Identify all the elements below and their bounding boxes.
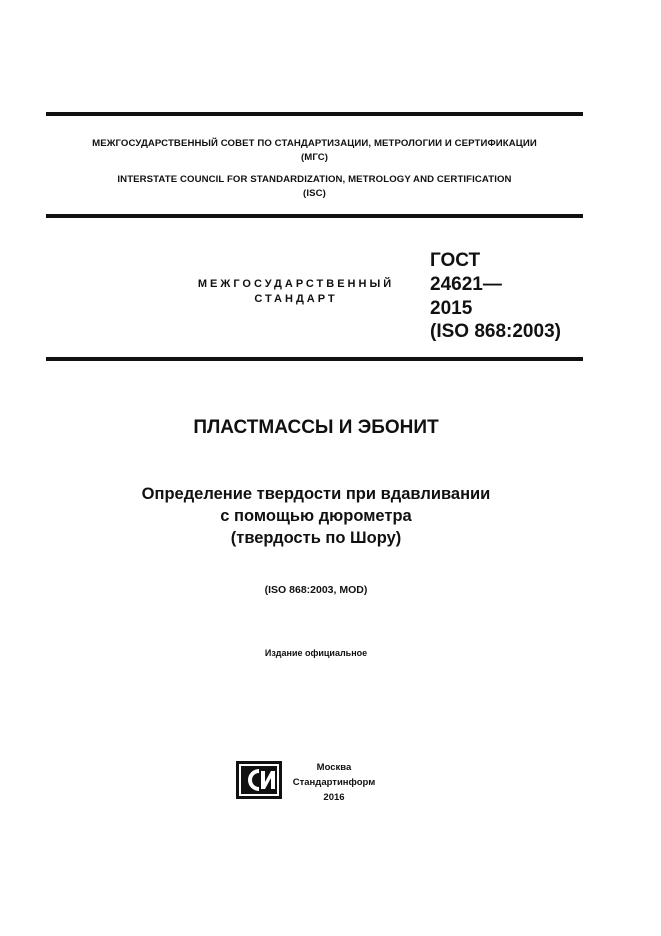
gost-year: 2015 <box>430 298 473 319</box>
middle-rule <box>46 214 583 218</box>
subtitle-line3: (твердость по Шору) <box>230 529 402 547</box>
iso-reference: (ISO 868:2003, MOD) <box>264 584 368 596</box>
council-ru-line1: МЕЖГОСУДАРСТВЕННЫЙ СОВЕТ ПО СТАНДАРТИЗАЦИИ, МЕТРОЛОГИИ И СЕРТИФИКАЦИИ <box>92 138 537 149</box>
edition-note: Издание официальное <box>264 648 368 658</box>
standartinform-logo-icon <box>236 761 282 799</box>
publisher-city: Москва <box>316 762 352 773</box>
council-ru-abbrev: (МГС) <box>300 152 329 163</box>
gost-label: ГОСТ <box>430 250 481 271</box>
gost-iso-designation: (ISO 868:2003) <box>430 321 561 342</box>
top-rule <box>46 112 583 116</box>
publisher-name: Стандартинформ <box>292 777 376 788</box>
council-en-abbrev: (ISC) <box>303 188 326 199</box>
standard-type-line2: СТАНДАРТ <box>254 293 338 305</box>
publication-year: 2016 <box>323 792 345 803</box>
subtitle-line2: с помощью дюрометра <box>220 507 412 525</box>
standard-type-line1: МЕЖГОСУДАРСТВЕННЫЙ <box>197 278 395 290</box>
subtitle-line1: Определение твердости при вдавливании <box>141 485 491 503</box>
council-name-ru <box>46 137 583 165</box>
gost-number: 24621— <box>430 274 502 295</box>
council-en-line1: INTERSTATE COUNCIL FOR STANDARDIZATION, METROLOGY AND CERTIFICATION <box>117 174 512 185</box>
document-title: ПЛАСТМАССЫ И ЭБОНИТ <box>193 417 439 438</box>
council-name-en <box>46 173 583 201</box>
bottom-rule <box>46 357 583 361</box>
